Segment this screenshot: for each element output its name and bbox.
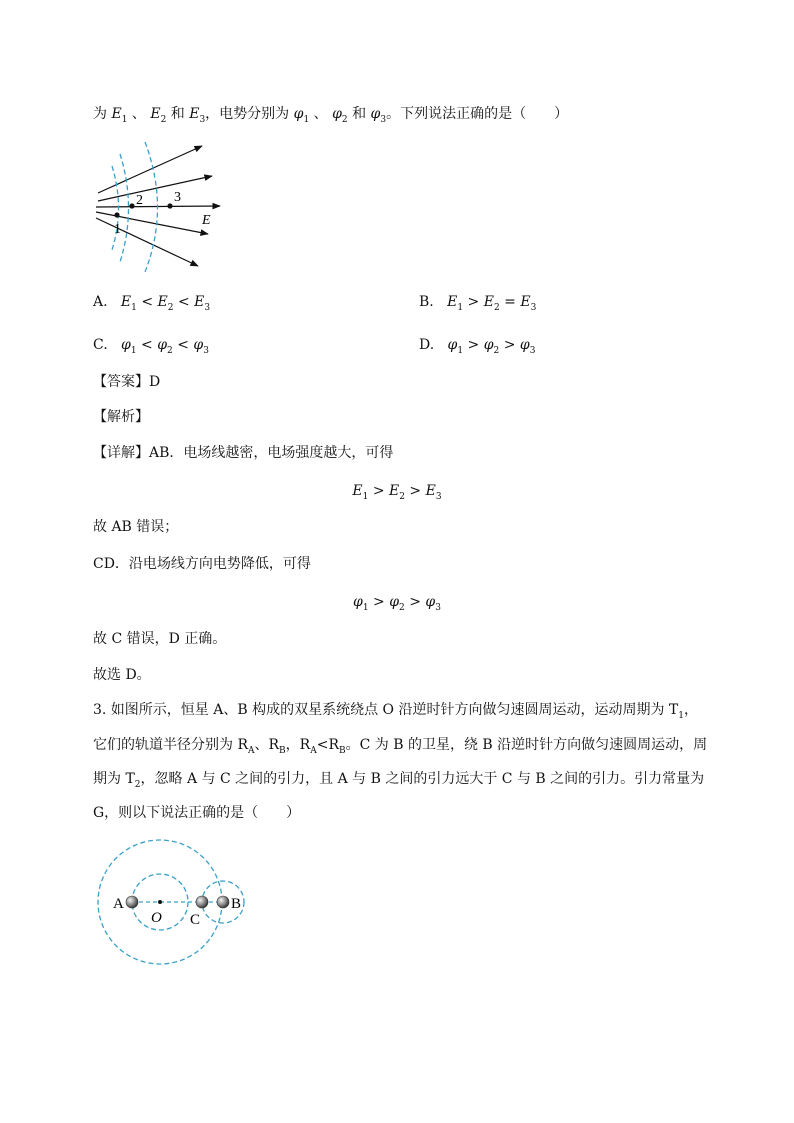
q3-line2: 它们的轨道半径分别为 $R_A$、$R_B$，$R_A<R_B$。C 为 B 的卫星，绕 B 沿逆时针方向做匀速圆周运动，周 [93, 737, 708, 756]
option-d[interactable]: D. $\varphi_1 > \varphi_2 > \varphi_3$ [419, 337, 536, 356]
point-1 [114, 212, 119, 217]
text: 、 [131, 106, 146, 122]
label-3: 3 [174, 190, 181, 205]
answer-line: 【答案】D [93, 374, 161, 390]
point-3 [167, 203, 172, 208]
option-a[interactable]: A. $E_1 < E_2 < E_3$ [93, 294, 211, 313]
option-label: B. [419, 294, 434, 310]
label-A: A [113, 896, 124, 912]
star-b [217, 896, 229, 908]
label-1: 1 [114, 222, 121, 237]
conclusion-cd: 故 C 错误，D 正确。 [93, 631, 227, 647]
q3-line3: 期为 $T_2$，忽略 A 与 C 之间的引力，且 A 与 B 之间的引力远大于 C 与 B 之间的引力。引力常量为 [93, 771, 705, 790]
equation-phi: $\varphi_1 > \varphi_2 > \varphi_3$ [353, 594, 441, 613]
cd-line: CD．沿电场线方向电势降低，可得 [93, 556, 311, 572]
label-2: 2 [136, 193, 143, 208]
text: 和 [170, 106, 185, 122]
electric-field-figure [90, 138, 230, 273]
question-2-tail: 为 $E_1$ 、 $E_2$ 和 $E_3$，电势分别为 $\varphi_1$ 、 $\varphi_2$ 和 $\varphi_3$。下列说法正确的是（ ） [93, 106, 569, 125]
text: 和 [352, 106, 367, 122]
option-b[interactable]: B. $E_1 > E_2 = E_3$ [419, 294, 537, 313]
choose-line: 故选 D。 [93, 667, 151, 683]
label-E: E [202, 213, 211, 228]
detail-line: 【详解】AB．电场线越密，电场强度越大，可得 [93, 445, 394, 461]
label-C: C [190, 912, 201, 928]
analysis-heading: 【解析】 [93, 409, 149, 425]
point-2 [129, 203, 134, 208]
conclusion-ab: 故 AB 错误； [93, 519, 179, 535]
q3-line4: G，则以下说法正确的是（ ） [93, 805, 301, 821]
label-O: O [151, 910, 162, 926]
satellite-c [196, 896, 208, 908]
q3-line1: 3. 如图所示，恒星 A、B 构成的双星系统绕点 O 沿逆时针方向做匀速圆周运动，运动周期为 $T_1$， [93, 702, 699, 721]
option-c[interactable]: C. $\varphi_1 < \varphi_2 < \varphi_3$ [93, 337, 209, 356]
text: 、 [313, 106, 328, 122]
equation-e: $E_1 > E_2 > E_3$ [352, 483, 442, 502]
option-label: D. [419, 337, 435, 353]
text: 为 [93, 106, 107, 122]
binary-star-figure [92, 838, 252, 970]
label-B: B [231, 896, 242, 912]
text: 。下列说法正确的是（ ） [386, 106, 569, 122]
text: ，电势分别为 [205, 106, 290, 122]
star-a [126, 896, 138, 908]
option-label: A. [93, 294, 108, 310]
option-label: C. [93, 337, 108, 353]
center-o [158, 900, 162, 904]
